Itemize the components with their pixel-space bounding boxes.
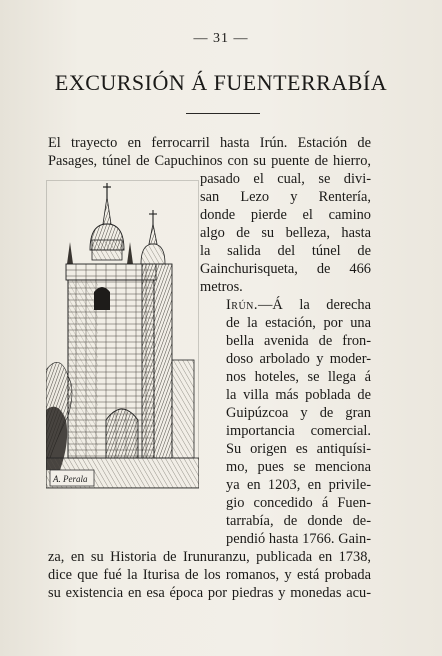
text-line: doso arbolado y moder- xyxy=(226,351,371,367)
text-line: donde pierde el camino xyxy=(200,207,371,223)
text-line: Gainchurisqueta, de 466 xyxy=(200,261,371,277)
text-line: mo, pues se menciona xyxy=(226,459,371,475)
text-line: su existencia en esa época por piedras y monedas acu- xyxy=(48,585,371,601)
page-number: — 31 — xyxy=(193,31,249,46)
text-line: El trayecto en ferrocarril hasta Irún. Estación de xyxy=(48,135,371,151)
text-line: pendió hasta 1766. Gain- xyxy=(226,531,371,547)
text-line: san Lezo y Rentería, xyxy=(200,189,371,205)
text-line: Guipúzcoa y de gran xyxy=(226,405,371,421)
artist-signature: A. Perala xyxy=(53,474,88,484)
text-line: la villa más poblada de xyxy=(226,387,371,403)
text-line: tarrabía, de donde de- xyxy=(226,513,371,529)
text-line: de la estación, por una xyxy=(226,315,371,331)
section-label-irun: Irún. xyxy=(226,297,259,313)
text-line xyxy=(226,296,371,314)
text-line: dice que fué la Iturisa de los romanos, y está probada xyxy=(48,567,371,583)
text-line: Su origen es antiquísi- xyxy=(226,441,371,457)
text-line: metros. xyxy=(200,279,243,295)
chapter-title: EXCURSIÓN Á FUENTERRABÍA xyxy=(54,70,388,95)
text-line: pasado el cual, se divi- xyxy=(200,171,371,187)
text-line: nos hoteles, se llega á xyxy=(226,369,371,385)
text-line: gio concedido á Fuen- xyxy=(226,495,371,511)
text-line: algo de su belleza, hasta xyxy=(200,225,371,241)
title-rule xyxy=(186,113,260,114)
text-line: bella avenida de fron- xyxy=(226,333,371,349)
text-line: Pasages, túnel de Capuchinos con su puente de hierro, xyxy=(48,153,371,169)
church-tower-illustration xyxy=(46,180,199,500)
text-line: la salida del túnel de xyxy=(200,243,371,259)
irun-first-line: —Á la derecha xyxy=(258,297,371,313)
text-line: ya en 1203, en privile- xyxy=(226,477,371,493)
text-line: importancia comercial. xyxy=(226,423,371,439)
text-line: za, en su Historia de Irunuranzu, publicada en 1738, xyxy=(48,549,371,565)
